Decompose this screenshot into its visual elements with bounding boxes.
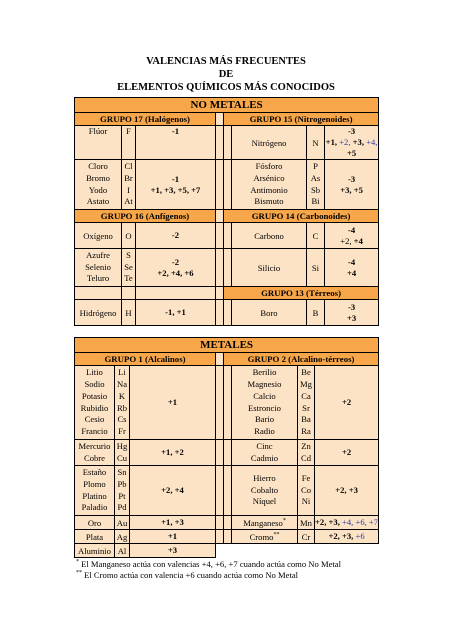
- element-name: Flúor: [75, 126, 122, 160]
- valence: -3 +3: [325, 300, 379, 326]
- element-name: Boro: [232, 300, 307, 326]
- valence: -1 +1, +3, +5, +7: [136, 160, 216, 210]
- valence: +2, +3: [315, 466, 379, 516]
- element-symbol: B: [307, 300, 325, 326]
- valence: -4 +2, +4: [325, 223, 379, 249]
- element-names: Hierro Cobalto Níquel: [232, 466, 298, 516]
- valence: +1, +3: [130, 516, 216, 530]
- element-name: Aluminio: [75, 544, 115, 558]
- valence: +2, +4: [130, 466, 216, 516]
- element-symbols: Zn Cd: [298, 440, 315, 466]
- title-line-2: DE: [218, 69, 234, 80]
- footnote-cromo: ** El Cromo actúa con valencia +6 cuando actúa como No Metal: [76, 570, 299, 580]
- valence: -3 +1, +2, +3, +4, +5: [325, 126, 378, 158]
- metales-table: [74, 337, 379, 558]
- valence: -1, +1: [136, 300, 216, 326]
- element-names: Fósforo Arsénico Antimonio Bismuto: [232, 160, 307, 210]
- title-line-3: ELEMENTOS QUÍMICOS MÁS CONOCIDOS: [117, 82, 335, 93]
- element-name: Silicio: [232, 249, 307, 287]
- valence: +1: [130, 366, 216, 440]
- element-name: Manganeso*: [232, 516, 298, 530]
- element-symbols: S Se Te: [122, 249, 136, 287]
- valence: -3 +3, +5: [325, 160, 379, 210]
- element-symbols: Cl Br I At: [122, 160, 136, 210]
- element-names: Mercurio Cobre: [75, 440, 115, 466]
- valence: -2: [136, 223, 216, 249]
- element-symbol: Cr: [298, 530, 315, 544]
- valence: +2: [315, 440, 379, 466]
- element-symbol: O: [122, 223, 136, 249]
- element-symbol: Si: [307, 249, 325, 287]
- element-symbols: Hg Cu: [115, 440, 130, 466]
- element-names: Estaño Plomo Platino Paladio: [75, 466, 115, 516]
- element-symbol: Ag: [115, 530, 130, 544]
- group-2-heading: GRUPO 2 (Alcalino-térreos): [224, 353, 379, 366]
- valence: -2 +2, +4, +6: [136, 249, 216, 287]
- element-names: Berilio Magnesio Calcio Estroncio Bario Radio: [232, 366, 298, 440]
- element-symbol: F: [122, 126, 136, 160]
- element-symbols: P As Sb Bi: [307, 160, 325, 210]
- group-1-heading: GRUPO 1 (Alcalinos): [75, 353, 216, 366]
- element-symbol: Mn: [298, 516, 315, 530]
- footnote-manganeso: * El Manganeso actúa con valencias +4, +6, +7 cuando actúa como No Metal: [76, 559, 342, 569]
- valence: +1, +2: [130, 440, 216, 466]
- element-symbol: C: [307, 223, 325, 249]
- element-name: Carbono: [232, 223, 307, 249]
- no-metales-heading: NO METALES: [75, 98, 379, 113]
- element-names: Cloro Bromo Yodo Astato: [75, 160, 122, 210]
- element-name: Plata: [75, 530, 115, 544]
- group-14-heading: GRUPO 14 (Carbonoides): [224, 210, 379, 223]
- element-symbols: Fe Co Ni: [298, 466, 315, 516]
- group-13-heading: GRUPO 13 (Térreos): [224, 287, 379, 300]
- valence: +1: [130, 530, 216, 544]
- valence: -1: [136, 126, 216, 160]
- valence: +2, +3, +6: [315, 530, 379, 544]
- valence: +2, +3, +4, +6, +7: [315, 516, 379, 530]
- element-names: Cinc Cadmio: [232, 440, 298, 466]
- element-name: Cromo**: [232, 530, 298, 544]
- metales-heading: METALES: [75, 338, 379, 353]
- element-symbol: Al: [115, 544, 130, 558]
- element-symbols: Be Mg Ca Sr Ba Ra: [298, 366, 315, 440]
- element-symbol: H: [122, 300, 136, 326]
- title-line-1: VALENCIAS MÁS FRECUENTES: [146, 56, 306, 67]
- element-names: Litio Sodio Potasio Rubidio Cesio Francio: [75, 366, 115, 440]
- no-metales-table: [74, 97, 379, 326]
- valence: +2: [315, 366, 379, 440]
- element-name: Oxígeno: [75, 223, 122, 249]
- element-name: Nitrógeno: [232, 126, 307, 160]
- element-symbol: N: [307, 126, 325, 160]
- element-symbols: Sn Pb Pt Pd: [115, 466, 130, 516]
- element-symbols: Li Na K Rb Cs Fr: [115, 366, 130, 440]
- valence: -4 +4: [325, 249, 379, 287]
- valence: +3: [130, 544, 216, 558]
- group-17-heading: GRUPO 17 (Halógenos): [75, 113, 216, 126]
- element-name: Oro: [75, 516, 115, 530]
- group-16-heading: GRUPO 16 (Anfígenos): [75, 210, 216, 223]
- element-names: Azufre Selenio Teluro: [75, 249, 122, 287]
- element-symbol: Au: [115, 516, 130, 530]
- group-15-heading: GRUPO 15 (Nitrogenoides): [224, 113, 379, 126]
- element-name: Hidrógeno: [75, 300, 122, 326]
